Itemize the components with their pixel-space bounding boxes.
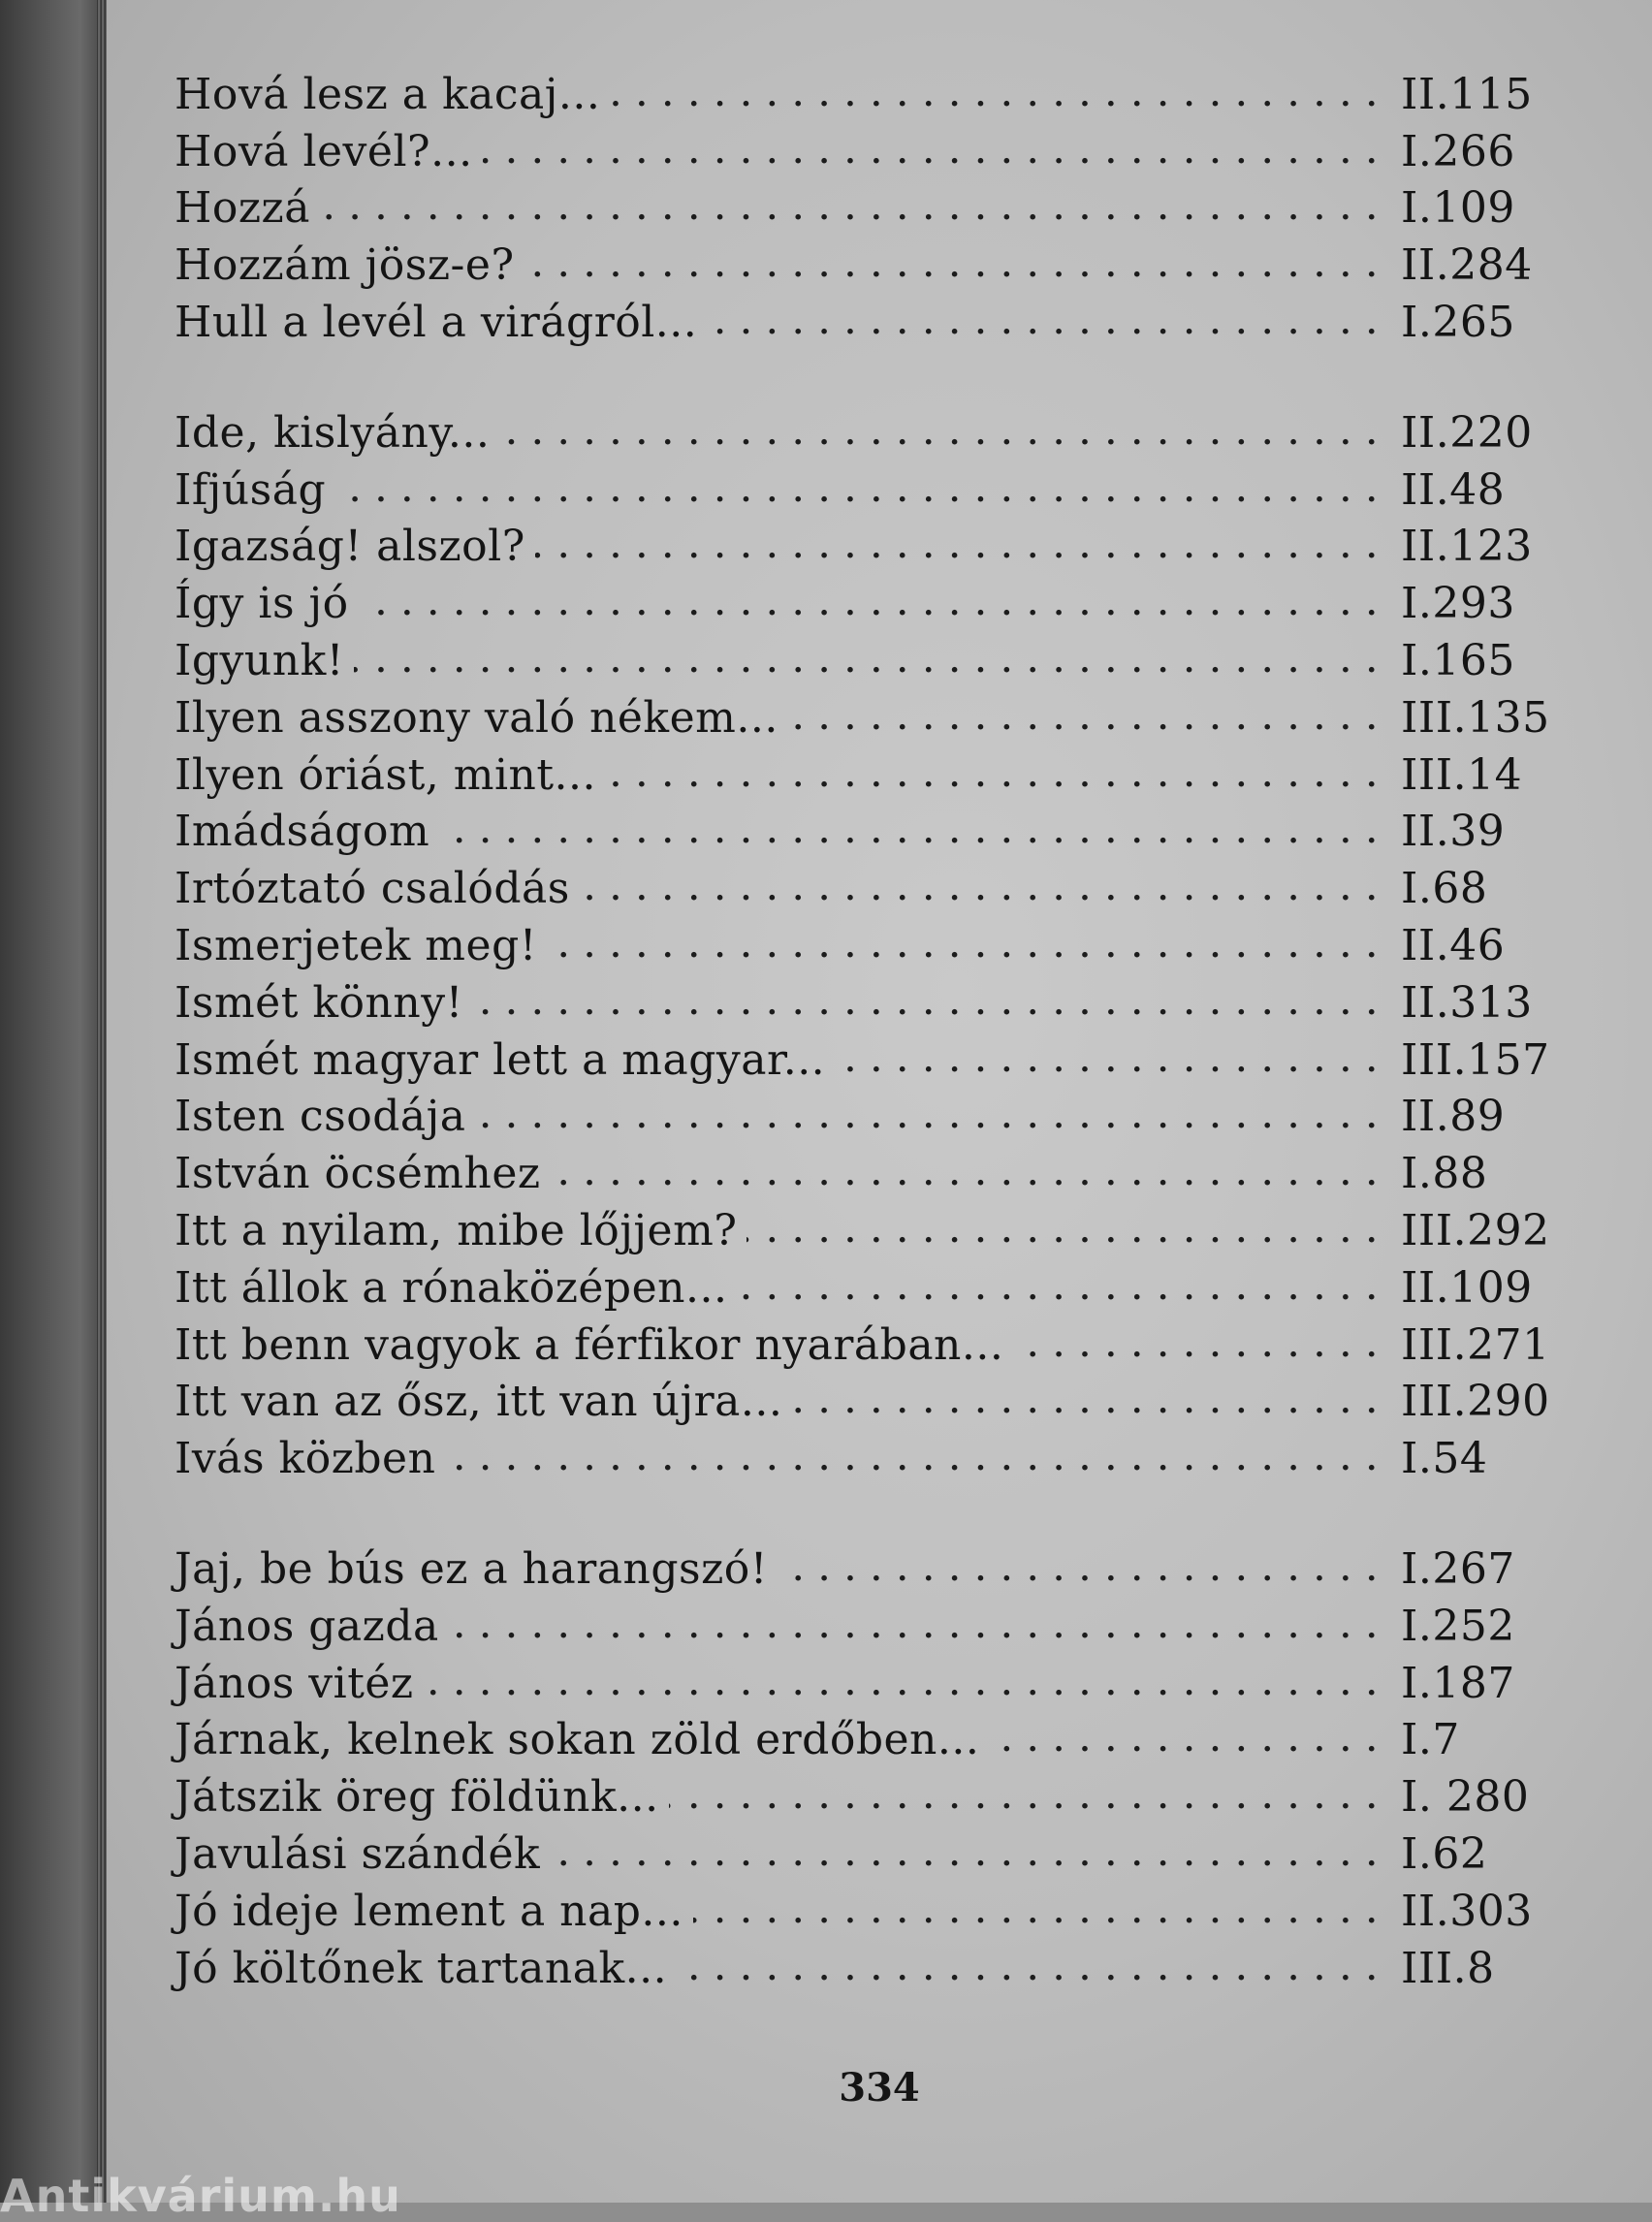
index-entry: [175, 119, 1551, 176]
index-entry: [175, 1426, 1551, 1483]
entry-title: Isten csodája: [175, 1092, 466, 1142]
entry-title: István öcsémhez: [175, 1149, 541, 1199]
dot-leader: [359, 586, 1380, 628]
entry-page-ref: I. 280: [1401, 1772, 1530, 1823]
entry-title: Imádságom: [175, 807, 430, 857]
entry-title: Játszik öreg földünk...: [175, 1772, 659, 1823]
entry-page-ref: I.68: [1401, 864, 1488, 914]
entry-title: Itt van az ősz, itt van újra...: [175, 1377, 783, 1427]
entry-title: Igyunk!: [175, 635, 344, 685]
entry-page-ref: II.115: [1401, 69, 1533, 119]
entry-title: Igazság! alszol?: [175, 522, 525, 572]
index-entry: [175, 62, 1551, 119]
entry-title: Itt állok a rónaközépen...: [175, 1262, 728, 1313]
index-entry: [175, 800, 1551, 857]
dot-leader: [737, 1270, 1380, 1313]
index-entry: [175, 628, 1551, 685]
entry-title: Irtóztató csalódás: [175, 864, 570, 914]
page-edges: [97, 0, 107, 2203]
dot-leader: [606, 757, 1380, 800]
group-gap: [175, 1483, 1551, 1537]
dot-leader: [788, 700, 1380, 743]
entry-page-ref: III.292: [1401, 1205, 1550, 1255]
entry-page-ref: II.89: [1401, 1092, 1506, 1142]
entry-title: Ide, kislyány...: [175, 407, 491, 458]
entry-page-ref: I.88: [1401, 1149, 1488, 1199]
entry-title: Jaj, be bús ez a harangszó!: [175, 1543, 768, 1594]
entry-page-ref: III.271: [1401, 1319, 1550, 1370]
entry-title: Jó ideje lement a nap...: [175, 1886, 683, 1936]
entry-title: Ismerjetek meg!: [175, 920, 537, 970]
book-spine-shadow: [0, 0, 107, 2203]
entry-title: Ilyen asszony való nékem...: [175, 692, 778, 743]
index-entry: [175, 1879, 1551, 1936]
index-entry: [175, 1141, 1551, 1198]
dot-leader: [424, 1666, 1380, 1708]
entry-page-ref: II.48: [1401, 464, 1506, 515]
dot-leader: [354, 643, 1380, 685]
dot-leader: [550, 1836, 1380, 1879]
page-number: 334: [839, 2065, 920, 2111]
entry-page-ref: II.46: [1401, 920, 1506, 970]
index-entry: [175, 970, 1551, 1028]
entry-page-ref: II.123: [1401, 522, 1533, 572]
entry-page-ref: I.265: [1401, 297, 1515, 347]
entry-title: Hull a levél a virágról...: [175, 297, 698, 347]
dot-leader: [499, 415, 1380, 458]
entry-page-ref: III.8: [1401, 1943, 1495, 1993]
book-page: [107, 0, 1652, 2203]
watermark: Antikvárium.hu: [0, 2170, 401, 2222]
index-entry: [175, 1594, 1551, 1651]
dot-leader: [610, 77, 1380, 119]
entry-title: János vitéz: [175, 1658, 414, 1708]
entry-title: Így is jó: [175, 579, 349, 629]
entry-page-ref: I.54: [1401, 1434, 1488, 1484]
entry-page-ref: II.220: [1401, 407, 1533, 458]
index-entry: [175, 856, 1551, 913]
index-entry: [175, 1370, 1551, 1427]
entry-title: Hozzá: [175, 183, 310, 234]
entry-page-ref: I.7: [1401, 1715, 1460, 1765]
dot-leader: [747, 1213, 1380, 1255]
dot-leader: [693, 1893, 1380, 1936]
entry-page-ref: II.109: [1401, 1262, 1533, 1313]
entry-page-ref: III.14: [1401, 749, 1523, 800]
index-entry: [175, 1537, 1551, 1594]
entry-page-ref: I.252: [1401, 1601, 1515, 1651]
index-entry: [175, 1313, 1551, 1370]
entry-title: Hozzám jösz-e?: [175, 240, 515, 291]
dot-leader: [580, 871, 1380, 913]
dot-leader: [445, 1441, 1380, 1483]
index-entry: [175, 1822, 1551, 1879]
dot-leader: [547, 928, 1380, 970]
dot-leader: [669, 1779, 1380, 1822]
index-entry: [175, 1028, 1551, 1085]
entry-title: Járnak, kelnek sokan zöld erdőben...: [175, 1715, 980, 1765]
dot-leader: [476, 1098, 1381, 1141]
dot-leader: [707, 304, 1380, 347]
dot-leader: [551, 1156, 1380, 1198]
group-gap: [175, 347, 1551, 400]
index-entry: [175, 176, 1551, 234]
entry-title: János gazda: [175, 1601, 439, 1651]
entry-title: Javulási szándék: [175, 1828, 541, 1879]
index-entry: [175, 1936, 1551, 1993]
dot-leader: [535, 528, 1380, 571]
entry-page-ref: III.157: [1401, 1034, 1550, 1085]
dot-leader: [778, 1551, 1380, 1594]
index-entry: [175, 1764, 1551, 1822]
entry-title: Jó költőnek tartanak...: [175, 1943, 668, 1993]
dot-leader: [320, 190, 1380, 233]
index-entry: [175, 458, 1551, 515]
index-entry: [175, 685, 1551, 743]
entry-page-ref: I.266: [1401, 126, 1515, 176]
dot-leader: [1013, 1327, 1380, 1370]
entry-page-ref: I.267: [1401, 1543, 1515, 1594]
dot-leader: [439, 813, 1380, 856]
entry-page-ref: I.187: [1401, 1658, 1515, 1708]
entry-page-ref: II.313: [1401, 977, 1533, 1028]
entry-page-ref: I.293: [1401, 579, 1515, 629]
entry-page-ref: I.62: [1401, 1828, 1488, 1879]
entry-title: Ismét magyar lett a magyar...: [175, 1034, 826, 1085]
dot-leader: [335, 472, 1380, 515]
entry-title: Ilyen óriást, mint...: [175, 749, 597, 800]
dot-leader: [524, 247, 1380, 290]
entry-title: Ismét könny!: [175, 977, 463, 1028]
entry-page-ref: I.109: [1401, 183, 1515, 234]
entry-title: Hová levél?...: [175, 126, 473, 176]
dot-leader: [677, 1951, 1380, 1993]
index-entry: [175, 913, 1551, 970]
dot-leader: [483, 134, 1380, 176]
index-entry: [175, 743, 1551, 800]
entry-page-ref: II.39: [1401, 807, 1506, 857]
entry-page-ref: II.284: [1401, 240, 1533, 291]
dot-leader: [473, 985, 1380, 1028]
entry-title: Itt a nyilam, mibe lőjjem?: [175, 1205, 738, 1255]
index-list: [175, 62, 1551, 1993]
index-entry: [175, 233, 1551, 290]
index-entry: [175, 1651, 1551, 1708]
dot-leader: [989, 1722, 1380, 1764]
entry-title: Hová lesz a kacaj...: [175, 69, 601, 119]
entry-page-ref: III.290: [1401, 1377, 1550, 1427]
index-entry: [175, 1255, 1551, 1313]
index-entry: [175, 515, 1551, 572]
entry-title: Itt benn vagyok a férfikor nyarában...: [175, 1319, 1004, 1370]
dot-leader: [835, 1042, 1380, 1085]
entry-title: Ivás közben: [175, 1434, 436, 1484]
index-entry: [175, 400, 1551, 458]
entry-page-ref: I.165: [1401, 635, 1515, 685]
entry-title: Ifjúság: [175, 464, 327, 515]
entry-page-ref: III.135: [1401, 692, 1550, 743]
index-entry: [175, 1198, 1551, 1255]
index-entry: [175, 1708, 1551, 1765]
index-entry: [175, 571, 1551, 628]
dot-leader: [449, 1608, 1380, 1651]
dot-leader: [792, 1383, 1380, 1426]
index-entry: [175, 290, 1551, 347]
index-entry: [175, 1085, 1551, 1142]
entry-page-ref: II.303: [1401, 1886, 1533, 1936]
